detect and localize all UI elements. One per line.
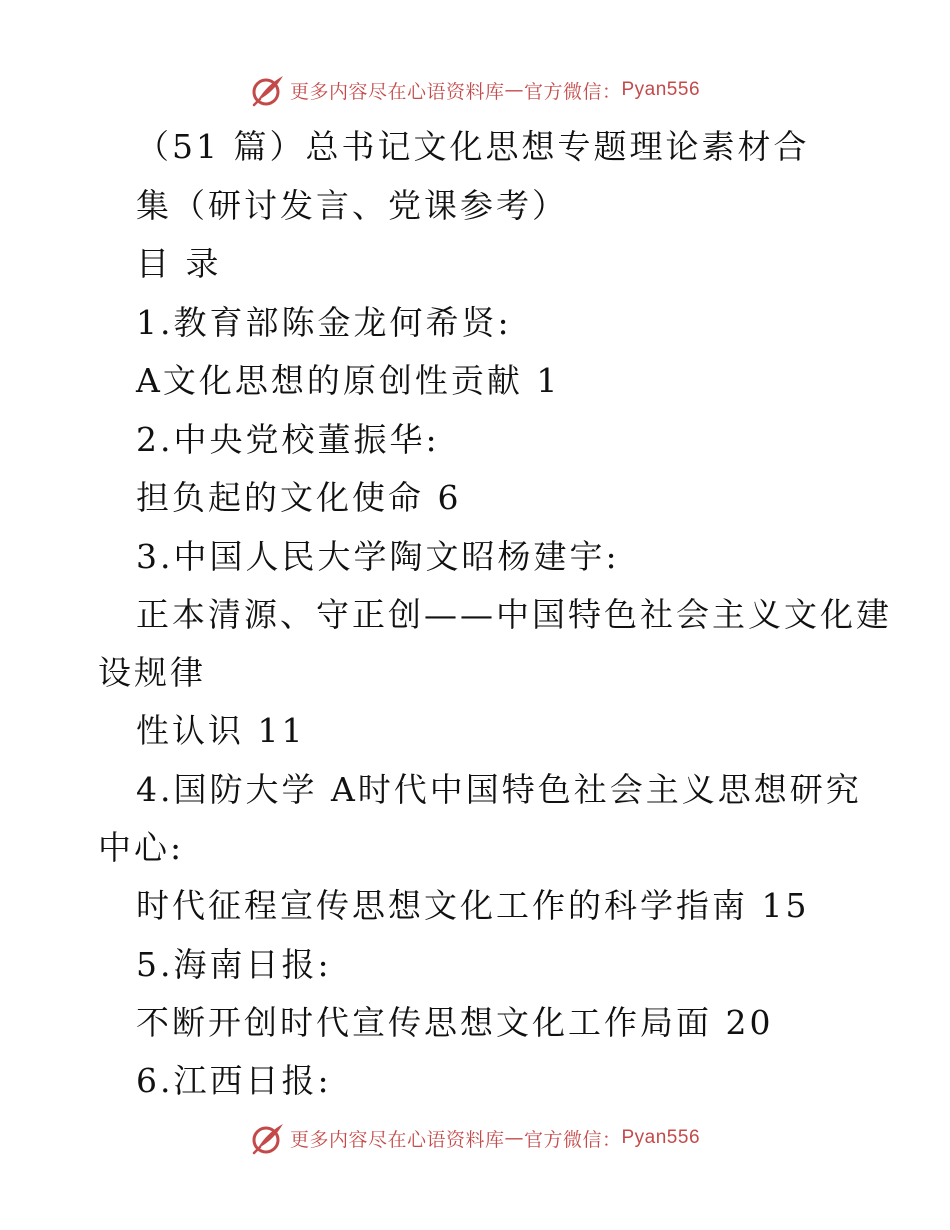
- toc-entry: 4.国防大学 A时代中国特色社会主义思想研究: [136, 770, 862, 809]
- banner-main-text: 更多内容尽在心语资料库: [289, 1128, 505, 1151]
- document-title-line-2: 集（研讨发言、党课参考）: [136, 186, 568, 225]
- feather-pen-logo-icon: [250, 1120, 286, 1156]
- toc-entry: 正本清源、守正创——中国特色社会主义文化建: [136, 595, 892, 634]
- toc-entry: 2.中央党校董振华:: [136, 420, 440, 459]
- banner-main-text: 更多内容尽在心语资料库: [289, 80, 505, 103]
- header-banner: [0, 70, 950, 110]
- banner-wechat-label: 官方微信：: [523, 1128, 622, 1151]
- toc-entry: 性认识 11: [136, 711, 306, 750]
- banner-wechat-id: Pyan556: [621, 79, 701, 100]
- toc-entry: 担负起的文化使命 6: [136, 478, 462, 517]
- toc-entry: 5.海南日报:: [136, 945, 332, 984]
- toc-entry: A文化思想的原创性贡献 1: [136, 361, 561, 400]
- toc-entry: 设规律: [98, 653, 206, 692]
- toc-entry: 6.江西日报:: [136, 1061, 332, 1100]
- banner-wechat-label: 官方微信：: [523, 80, 622, 103]
- toc-entry: 中心:: [98, 828, 185, 867]
- banner-separator: —: [504, 79, 524, 101]
- banner-separator: —: [504, 1127, 524, 1149]
- toc-entry: 时代征程宣传思想文化工作的科学指南 15: [136, 886, 810, 925]
- feather-pen-logo-icon: [250, 72, 286, 108]
- toc-heading: 目 录: [136, 244, 222, 283]
- footer-banner: [0, 1118, 950, 1158]
- banner-wechat-id: Pyan556: [621, 1127, 701, 1148]
- toc-entry: 不断开创时代宣传思想文化工作局面 20: [136, 1003, 774, 1042]
- toc-entry: 1.教育部陈金龙何希贤:: [136, 303, 512, 342]
- toc-entry: 3.中国人民大学陶文昭杨建宇:: [136, 537, 620, 576]
- document-title-line-1: （51 篇）总书记文化思想专题理论素材合: [136, 127, 810, 166]
